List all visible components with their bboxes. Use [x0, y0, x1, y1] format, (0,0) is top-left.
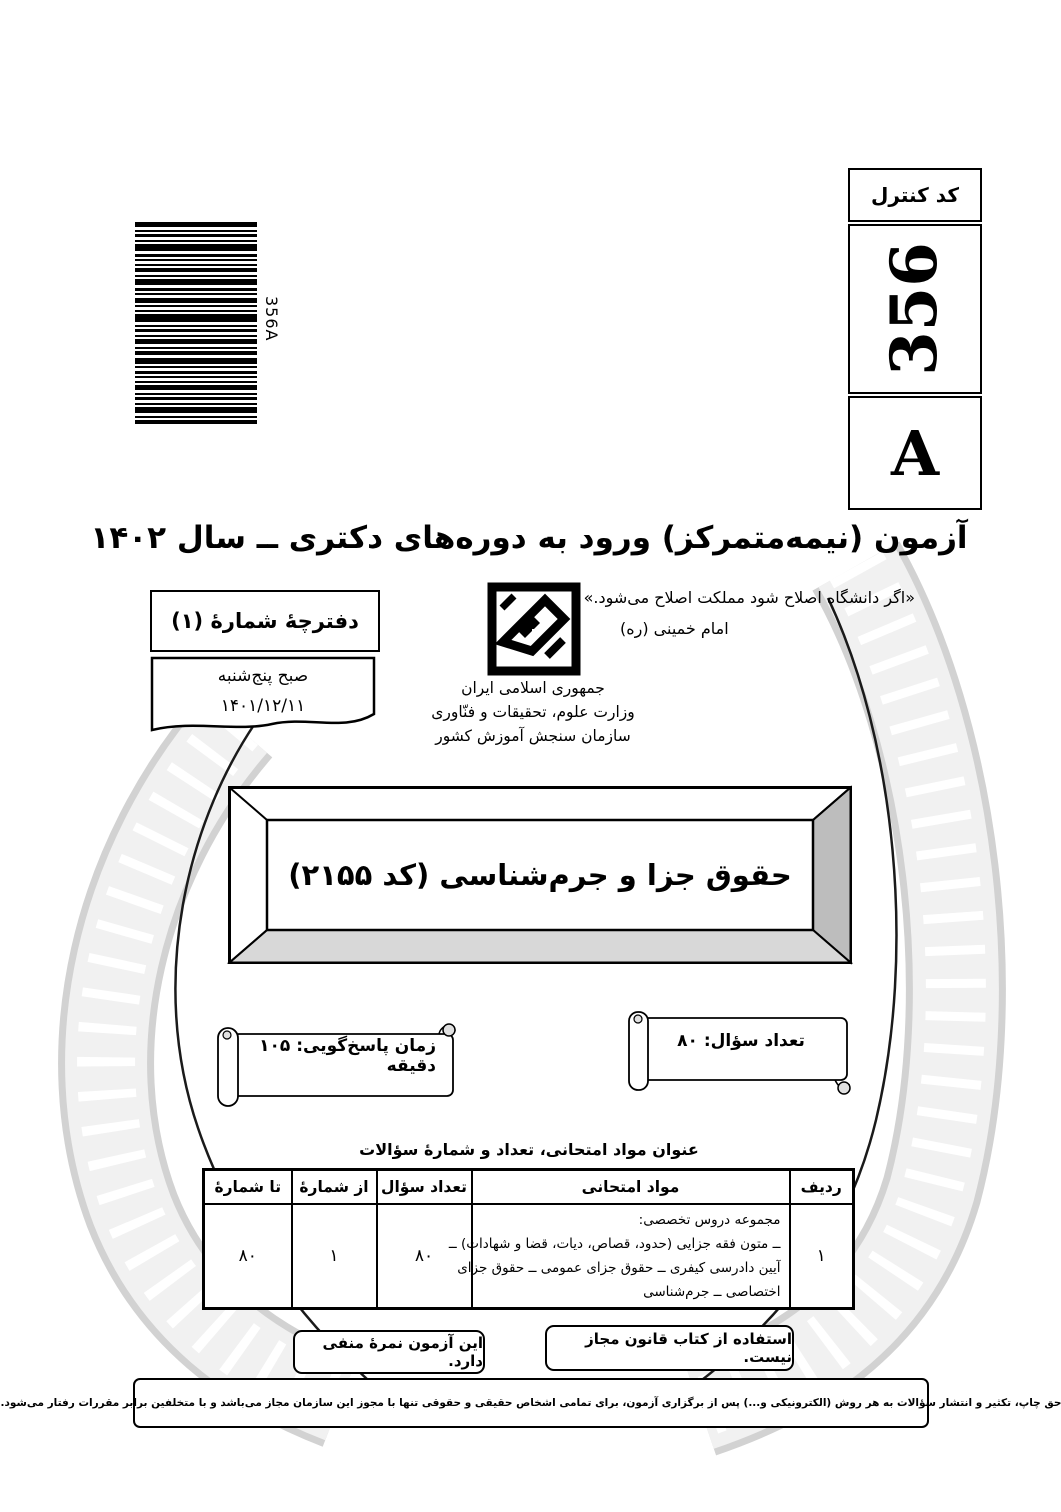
materials-line: آیین دادرسی کیفری ــ حقوق جزای عمومی ــ حقوق جزای [457, 1260, 781, 1276]
org-line-ministry: وزارت علوم، تحقیقات و فنّاوری [431, 703, 635, 721]
cell-count: ۸۰ [377, 1204, 472, 1309]
note-negative-score: این آزمون نمرۀ منفی دارد. [293, 1330, 485, 1374]
cell-row-no: ۱ [790, 1204, 854, 1309]
org-line-sanjesh: سازمان سنجش آموزش کشور [435, 727, 631, 745]
note-law-book: استفاده از کتاب قانون مجاز نیست. [545, 1325, 794, 1371]
quote-text: «اگر دانشگاه اصلاح شود مملکت اصلاح می‌شود.» [583, 588, 915, 607]
header-from: از شمارۀ [292, 1170, 377, 1205]
header-to: تا شمارۀ [204, 1170, 292, 1205]
series-letter: A [848, 396, 982, 510]
exam-date: ۱۴۰۱/۱۲/۱۱ [220, 696, 306, 716]
khomeini-quote [565, 588, 915, 638]
cell-from: ۱ [292, 1204, 377, 1309]
session-label: صبح پنج‌شنبه [217, 666, 309, 686]
header-count: تعداد سؤال [377, 1170, 472, 1205]
copyright-bar: حق چاپ، تکثیر و انتشار سؤالات به هر روش (الکترونیکی و...) پس از برگزاری آزمون، برای تمامی اشخاص حقیقی و حقوقی تنها با مجوز این سازمان مجاز می‌باشد و با متخلفین برابر مقررات رفتار می‌شود. [133, 1378, 929, 1428]
control-code-label: کد کنترل [848, 168, 982, 222]
organization-names [380, 676, 686, 748]
header-row-no: ردیف [790, 1170, 854, 1205]
org-line-country: جمهوری اسلامی ایران [461, 679, 605, 697]
exam-table-caption: عنوان مواد امتحانی، تعداد و شمارۀ سؤالات [359, 1140, 699, 1159]
session-date-box [150, 656, 376, 748]
header-materials: مواد امتحانی [472, 1170, 790, 1205]
control-code-value [848, 224, 982, 394]
exam-title: آزمون (نیمه‌متمرکز) ورود به دوره‌های دکتری ــ سال ۱۴۰۲ [90, 520, 968, 556]
subject-title: حقوق جزا و جرم‌شناسی (کد ۲۱۵۵) [288, 858, 792, 892]
barcode [135, 222, 257, 428]
quote-attribution: امام خمینی (ره) [620, 619, 729, 638]
cell-to: ۸۰ [204, 1204, 292, 1309]
duration-label: زمان پاسخ‌گویی: ۱۰۵ دقیقه [259, 1036, 436, 1076]
materials-line: ــ متون فقه جزایی (حدود، قصاص، دیات، قضا و شهادات) ــ [448, 1236, 781, 1252]
materials-line: مجموعه دروس تخصصی: [638, 1212, 781, 1228]
barcode-label: 356A [262, 296, 281, 342]
exam-table [205, 1168, 855, 1310]
question-count-label: تعداد سؤال: ۸۰ [677, 1031, 805, 1051]
cell-materials [448, 1204, 790, 1309]
ministry-logo-icon [487, 582, 581, 676]
table-row [204, 1204, 854, 1309]
control-code-number: 356 [877, 242, 952, 376]
materials-line: اختصاصی ــ جرم‌شناسی [643, 1284, 781, 1300]
table-header-row [204, 1170, 854, 1205]
booklet-number-box: دفترچۀ شمارۀ (۱) [150, 590, 380, 652]
